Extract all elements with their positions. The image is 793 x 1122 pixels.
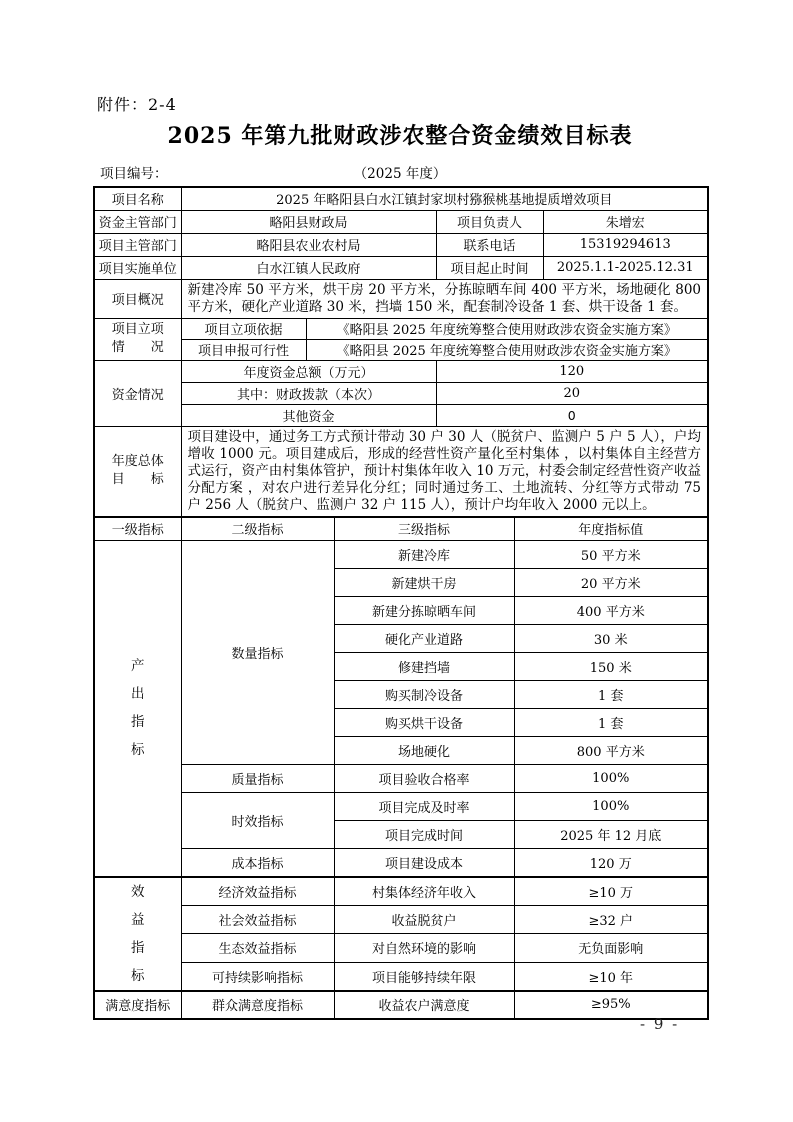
phone-value: 15319294613 [543, 233, 708, 256]
approval-basis-value: 《略阳县 2025 年度统筹整合使用财政涉农资金实施方案》 [306, 318, 708, 339]
performance-table-wrap [93, 186, 709, 1020]
approval-basis-label: 项目立项依据 [181, 318, 306, 339]
leader-label: 项目负责人 [436, 210, 543, 233]
project-name-value: 2025 年略阳县白水江镇封家坝村猕猴桃基地提质增效项目 [181, 187, 708, 210]
project-name-label: 项目名称 [94, 187, 181, 210]
quality-indicator-label: 质量指标 [181, 765, 334, 793]
output-indicator-text: 产出指标 [130, 658, 145, 759]
indicator-header-row [94, 517, 708, 541]
approval-section-label [94, 318, 181, 360]
funding-total-value: 120 [436, 360, 708, 382]
table-row [94, 279, 708, 318]
indicator-value: 20 平方米 [514, 569, 708, 597]
indicator-name: 购买制冷设备 [334, 681, 514, 709]
approval-feasibility-value: 《略阳县 2025 年度统筹整合使用财政涉农资金实施方案》 [306, 339, 708, 360]
page-title: 2025 年第九批财政涉农整合资金绩效目标表 [167, 123, 633, 149]
table-row [94, 233, 708, 256]
leader-value: 朱增宏 [543, 210, 708, 233]
indicator-name: 新建冷库 [334, 541, 514, 569]
table-row [94, 318, 708, 339]
table-row [94, 210, 708, 233]
overview-text: 新建冷库 50 平方米，烘干房 20 平方米，分拣晾晒车间 400 平方米，场地硬化 800 平方米，硬化产业道路 30 米，挡墙 150 米，配套制冷设备 1 套、烘干设备 1 套。 [181, 279, 708, 318]
satisfaction-l1-label: 满意度指标 [94, 991, 181, 1019]
indicator-value: 150 米 [514, 653, 708, 681]
annual-goal-label-line2: 目 标 [111, 472, 164, 487]
indicator-name: 项目建设成本 [334, 849, 514, 877]
approval-label-line1: 项目立项 [111, 322, 164, 337]
indicator-row [94, 905, 708, 934]
page-number: - 9 - [640, 1015, 680, 1033]
indicator-value: ≥10 万 [514, 877, 708, 906]
indicator-name: 项目完成时间 [334, 821, 514, 849]
period-label: 项目起止时间 [436, 256, 543, 279]
project-number-label: 项目编号： [100, 166, 168, 182]
header-level1: 一级指标 [94, 517, 181, 541]
table-row [94, 404, 708, 426]
header-level2: 二级指标 [181, 517, 334, 541]
indicator-name: 场地硬化 [334, 737, 514, 765]
phone-label: 联系电话 [436, 233, 543, 256]
indicator-row [94, 934, 708, 963]
indicator-value: 100% [514, 793, 708, 821]
benefit-l2-label: 可持续影响指标 [181, 962, 334, 991]
indicator-row [94, 991, 708, 1019]
indicator-value: ≥95% [514, 991, 708, 1019]
table-row [94, 382, 708, 404]
indicator-row [94, 541, 708, 569]
project-dept-label: 项目主管部门 [94, 233, 181, 256]
annual-goal-label [94, 426, 181, 517]
indicator-name: 项目验收合格率 [334, 765, 514, 793]
indicator-row [94, 877, 708, 906]
meta-row [93, 162, 707, 182]
benefit-l2-label: 生态效益指标 [181, 934, 334, 963]
indicator-value: 1 套 [514, 709, 708, 737]
indicator-name: 硬化产业道路 [334, 625, 514, 653]
indicator-value: 30 米 [514, 625, 708, 653]
indicator-value: 120 万 [514, 849, 708, 877]
indicator-row [94, 793, 708, 821]
funding-total-label: 年度资金总额（万元） [181, 360, 436, 382]
indicator-value: 无负面影响 [514, 934, 708, 963]
indicator-name: 新建烘干房 [334, 569, 514, 597]
year-label: （2025 年度） [353, 166, 447, 182]
table-row [94, 426, 708, 517]
indicator-name: 村集体经济年收入 [334, 877, 514, 906]
overview-label: 项目概况 [94, 279, 181, 318]
header-level3: 三级指标 [334, 517, 514, 541]
approval-feasibility-label: 项目申报可行性 [181, 339, 306, 360]
benefit-l2-label: 社会效益指标 [181, 905, 334, 934]
period-value: 2025.1.1-2025.12.31 [543, 256, 708, 279]
attachment-label: 附件：2-4 [97, 95, 177, 114]
annual-goal-text: 项目建设中，通过务工方式预计带动 30 户 30 人（脱贫户、监测户 5 户 5 人），户均增收 1000 元。项目建成后，形成的经营性资产量化至村集体 ，以村集体自主经营方式运行，资产由村集体管护，预计村集体年收入 10 万元，村委会制定经营性资产收益分配方案 ，对农户进行差异化分红；同时通过务工、土地流转、分红等方式带动 75 户 256 人（脱贫户、监测户 32 户 115 人），预计户均年收入 2000 元以上。 [181, 426, 708, 517]
approval-label-line2: 情 况 [111, 340, 164, 355]
indicator-value: 50 平方米 [514, 541, 708, 569]
table-row [94, 339, 708, 360]
indicator-name: 对自然环境的影响 [334, 934, 514, 963]
annual-goal-label-line1: 年度总体 [111, 454, 164, 469]
time-indicator-label: 时效指标 [181, 793, 334, 849]
indicator-name: 项目能够持续年限 [334, 962, 514, 991]
indicator-value: 100% [514, 765, 708, 793]
impl-unit-label: 项目实施单位 [94, 256, 181, 279]
cost-indicator-label: 成本指标 [181, 849, 334, 877]
table-row [94, 256, 708, 279]
indicator-row [94, 962, 708, 991]
indicator-value: ≥10 年 [514, 962, 708, 991]
indicator-name: 购买烘干设备 [334, 709, 514, 737]
indicator-name: 收益农户满意度 [334, 991, 514, 1019]
project-dept-value: 略阳县农业农村局 [181, 233, 436, 256]
table-row [94, 360, 708, 382]
benefit-l2-label: 经济效益指标 [181, 877, 334, 906]
impl-unit-value: 白水江镇人民政府 [181, 256, 436, 279]
indicator-value: 2025 年 12 月底 [514, 821, 708, 849]
funding-section-label: 资金情况 [94, 360, 181, 426]
indicator-name: 项目完成及时率 [334, 793, 514, 821]
performance-target-table [93, 186, 709, 1020]
header-annual-value: 年度指标值 [514, 517, 708, 541]
funding-other-value: 0 [436, 404, 708, 426]
satisfaction-l2-label: 群众满意度指标 [181, 991, 334, 1019]
indicator-value: 400 平方米 [514, 597, 708, 625]
fund-dept-label: 资金主管部门 [94, 210, 181, 233]
indicator-name: 收益脱贫户 [334, 905, 514, 934]
funding-fiscal-label: 其中：财政拨款（本次） [181, 382, 436, 404]
indicator-value: 1 套 [514, 681, 708, 709]
indicator-name: 新建分拣晾晒车间 [334, 597, 514, 625]
table-row [94, 187, 708, 210]
benefit-indicator-label [94, 877, 181, 991]
funding-other-label: 其他资金 [181, 404, 436, 426]
quantity-indicator-label: 数量指标 [181, 541, 334, 765]
indicator-name: 修建挡墙 [334, 653, 514, 681]
benefit-indicator-text: 效益指标 [130, 883, 145, 984]
indicator-row [94, 765, 708, 793]
indicator-value: 800 平方米 [514, 737, 708, 765]
output-indicator-label [94, 541, 181, 877]
indicator-value: ≥32 户 [514, 905, 708, 934]
funding-fiscal-value: 20 [436, 382, 708, 404]
fund-dept-value: 略阳县财政局 [181, 210, 436, 233]
indicator-row [94, 849, 708, 877]
